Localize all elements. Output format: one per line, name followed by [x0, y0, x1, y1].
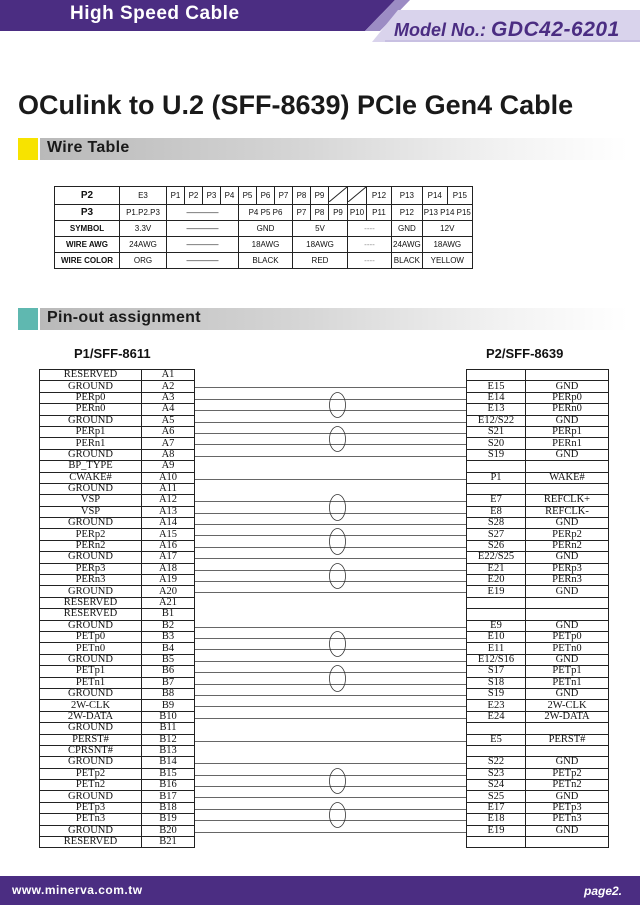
p1-pin-row	[40, 404, 195, 415]
signal-name: PERn1	[526, 438, 609, 449]
p2-pin-row	[467, 483, 609, 494]
p2-pin-row	[467, 620, 609, 631]
pin-id: B17	[142, 791, 195, 802]
signal-name: PETp3	[40, 802, 142, 813]
pin-id	[467, 461, 526, 472]
wire-row-symbol: SYMBOL 3.3V ———— GND 5V ---- GND 12V	[55, 221, 473, 237]
p2-pin-row	[467, 814, 609, 825]
p1-pin-row	[40, 780, 195, 791]
signal-name: GND	[526, 757, 609, 768]
p2-pin-row	[467, 438, 609, 449]
signal-name: PERp2	[526, 529, 609, 540]
pin-id: E12/S16	[467, 654, 526, 665]
pin-id: E24	[467, 711, 526, 722]
signal-name	[526, 483, 609, 494]
signal-name: PERn2	[526, 540, 609, 551]
p1-pin-row	[40, 506, 195, 517]
pin-id: A16	[142, 540, 195, 551]
signal-name: PERn0	[526, 404, 609, 415]
pin-id: B21	[142, 837, 195, 848]
wire-row-color: WIRE COLOR ORG ———— BLACK RED ---- BLACK YELLOW	[55, 253, 473, 269]
row-header: P2	[55, 187, 120, 205]
p1-pin-row	[40, 552, 195, 563]
p1-pin-row	[40, 597, 195, 608]
pin-id: B10	[142, 711, 195, 722]
p1-pin-row	[40, 438, 195, 449]
p1-pin-row	[40, 392, 195, 403]
signal-name: GROUND	[40, 381, 142, 392]
signal-name: PETp1	[526, 666, 609, 677]
p2-pin-row	[467, 461, 609, 472]
signal-name: PERp3	[526, 563, 609, 574]
p2-pin-row	[467, 700, 609, 711]
signal-name: PETp2	[40, 768, 142, 779]
signal-name	[526, 461, 609, 472]
p2-pin-row	[467, 518, 609, 529]
p1-pin-row	[40, 825, 195, 836]
pin-id: A3	[142, 392, 195, 403]
signal-name: GROUND	[40, 757, 142, 768]
pin-id: E10	[467, 631, 526, 642]
signal-name: PERp1	[40, 426, 142, 437]
p2-pin-row	[467, 415, 609, 426]
signal-name: GND	[526, 518, 609, 529]
pin-id: E17	[467, 802, 526, 813]
pin-id: A12	[142, 495, 195, 506]
p1-pin-row	[40, 381, 195, 392]
pin-id: B18	[142, 802, 195, 813]
pin-id	[467, 723, 526, 734]
signal-name: PETn1	[526, 677, 609, 688]
pin-id: A20	[142, 586, 195, 597]
p1-pin-row	[40, 791, 195, 802]
p1-pin-row	[40, 757, 195, 768]
pin-id: A4	[142, 404, 195, 415]
signal-name: PETp0	[40, 631, 142, 642]
page-title: OCulink to U.2 (SFF-8639) PCIe Gen4 Cable	[18, 90, 574, 120]
pin-id: E23	[467, 700, 526, 711]
pin-id: B1	[142, 609, 195, 620]
signal-name: GROUND	[40, 449, 142, 460]
twisted-pair-loop	[330, 769, 346, 794]
signal-name: GROUND	[40, 723, 142, 734]
pin-id: E15	[467, 381, 526, 392]
pin-id: S26	[467, 540, 526, 551]
pin-id: A21	[142, 597, 195, 608]
pin-id	[467, 609, 526, 620]
p1-pin-row	[40, 768, 195, 779]
pin-id	[467, 483, 526, 494]
signal-name: GND	[526, 449, 609, 460]
p2-pin-row	[467, 711, 609, 722]
p1-pin-row	[40, 620, 195, 631]
pin-id: B15	[142, 768, 195, 779]
pin-id: S18	[467, 677, 526, 688]
pin-id: A15	[142, 529, 195, 540]
signal-name: PETn0	[40, 643, 142, 654]
row-header: WIRE AWG	[55, 237, 120, 253]
pin-id: E11	[467, 643, 526, 654]
pin-id: P1	[467, 472, 526, 483]
footer-url: www.minerva.com.tw	[12, 883, 143, 897]
p2-pin-row	[467, 563, 609, 574]
pin-id: E19	[467, 586, 526, 597]
signal-name: GND	[526, 791, 609, 802]
pin-id: S22	[467, 757, 526, 768]
pin-id: B5	[142, 654, 195, 665]
pin-id: B20	[142, 825, 195, 836]
pin-id: E19	[467, 825, 526, 836]
signal-name: 2W-DATA	[526, 711, 609, 722]
p1-pin-row	[40, 495, 195, 506]
pin-id: B14	[142, 757, 195, 768]
p2-header: P2/SFF-8639	[486, 346, 564, 361]
p1-pin-row	[40, 631, 195, 642]
signal-name: 2W-DATA	[40, 711, 142, 722]
pin-id: A2	[142, 381, 195, 392]
pin-id: S28	[467, 518, 526, 529]
page-number: page2.	[584, 884, 623, 898]
pin-id: S23	[467, 768, 526, 779]
p1-pin-row	[40, 814, 195, 825]
p2-pin-row	[467, 780, 609, 791]
pin-id: A14	[142, 518, 195, 529]
p1-pin-row	[40, 472, 195, 483]
p2-pin-row	[467, 825, 609, 836]
signal-name: VSP	[40, 506, 142, 517]
p1-pin-row	[40, 449, 195, 460]
pin-id: A8	[142, 449, 195, 460]
p1-pin-row	[40, 666, 195, 677]
p1-pin-row	[40, 711, 195, 722]
pin-id: B7	[142, 677, 195, 688]
pin-id: E5	[467, 734, 526, 745]
signal-name: PERp0	[40, 392, 142, 403]
signal-name: GROUND	[40, 483, 142, 494]
signal-name: REFCLK+	[526, 495, 609, 506]
p2-pin-row	[467, 370, 609, 381]
pin-id: B16	[142, 780, 195, 791]
signal-name: GND	[526, 586, 609, 597]
pin-id: A11	[142, 483, 195, 494]
p2-pin-row	[467, 837, 609, 848]
pin-id: E8	[467, 506, 526, 517]
signal-name: GND	[526, 552, 609, 563]
pin-id: E22/S25	[467, 552, 526, 563]
p1-pin-row	[40, 700, 195, 711]
pin-id: E12/S22	[467, 415, 526, 426]
p2-pin-row	[467, 586, 609, 597]
signal-name: GROUND	[40, 791, 142, 802]
signal-name: RESERVED	[40, 597, 142, 608]
pin-id: A17	[142, 552, 195, 563]
signal-name	[526, 609, 609, 620]
pin-id: A9	[142, 461, 195, 472]
p2-pin-row	[467, 791, 609, 802]
pin-id: B13	[142, 745, 195, 756]
wire-row-p3: P3 P1.P2.P3 ———— P4 P5 P6 P7 P8 P9 P10 P11 P12 P13 P14 P15	[55, 205, 473, 221]
p1-pin-row	[40, 837, 195, 848]
p1-pin-row	[40, 540, 195, 551]
pin-id	[467, 837, 526, 848]
signal-name: PERn2	[40, 540, 142, 551]
p1-pin-row	[40, 586, 195, 597]
pin-id	[467, 745, 526, 756]
pin-id	[467, 597, 526, 608]
signal-name: CPRSNT#	[40, 745, 142, 756]
p2-pin-row	[467, 654, 609, 665]
row-header: SYMBOL	[55, 221, 120, 237]
p2-pin-table	[466, 369, 609, 848]
pin-id: B3	[142, 631, 195, 642]
twisted-pair-loop	[330, 666, 346, 692]
signal-name: RESERVED	[40, 370, 142, 381]
p1-pin-row	[40, 483, 195, 494]
p1-pin-row	[40, 723, 195, 734]
signal-name: GROUND	[40, 518, 142, 529]
signal-name: GROUND	[40, 415, 142, 426]
pin-id: A1	[142, 370, 195, 381]
p1-pin-row	[40, 529, 195, 540]
pin-id: S19	[467, 688, 526, 699]
twisted-pair-loop	[330, 564, 346, 589]
p2-pin-row	[467, 631, 609, 642]
twisted-pair-loop	[330, 427, 346, 452]
signal-name: BP_TYPE	[40, 461, 142, 472]
p2-pin-row	[467, 575, 609, 586]
signal-name: PERST#	[526, 734, 609, 745]
p2-pin-row	[467, 677, 609, 688]
pin-id: B6	[142, 666, 195, 677]
signal-name: PERp2	[40, 529, 142, 540]
signal-name: PETp2	[526, 768, 609, 779]
p2-pin-row	[467, 734, 609, 745]
signal-name: PERn3	[526, 575, 609, 586]
twisted-pair-loop	[330, 495, 346, 521]
signal-name: GROUND	[40, 825, 142, 836]
p2-pin-row	[467, 723, 609, 734]
p2-pin-row	[467, 506, 609, 517]
model-label: Model No.:	[394, 20, 486, 40]
pin-id: B11	[142, 723, 195, 734]
section-title: Wire Table	[47, 139, 130, 156]
pin-id: E20	[467, 575, 526, 586]
wire-row-awg: WIRE AWG 24AWG ———— 18AWG 18AWG ---- 24AWG 18AWG	[55, 237, 473, 253]
signal-name: PERST#	[40, 734, 142, 745]
signal-name: RESERVED	[40, 609, 142, 620]
signal-name: PETn3	[40, 814, 142, 825]
signal-name: GROUND	[40, 654, 142, 665]
pin-id: S17	[467, 666, 526, 677]
p2-pin-row	[467, 597, 609, 608]
signal-name: VSP	[40, 495, 142, 506]
signal-name: WAKE#	[526, 472, 609, 483]
signal-name: REFCLK-	[526, 506, 609, 517]
signal-name: PETp0	[526, 631, 609, 642]
pin-id: E13	[467, 404, 526, 415]
p2-pin-row	[467, 757, 609, 768]
header-title: High Speed Cable	[70, 3, 240, 24]
row-header: P3	[55, 205, 120, 221]
signal-name: PERn1	[40, 438, 142, 449]
p2-pin-row	[467, 609, 609, 620]
p1-header: P1/SFF-8611	[74, 346, 151, 361]
pin-id: E14	[467, 392, 526, 403]
pin-id: A13	[142, 506, 195, 517]
signal-name	[526, 745, 609, 756]
wire-row-p2: P2 E3 P1 P2 P3 P4 P5 P6 P7 P8 P9 P12 P13 P14 P15	[55, 187, 473, 205]
signal-name: CWAKE#	[40, 472, 142, 483]
signal-name: PERn3	[40, 575, 142, 586]
p2-pin-row	[467, 529, 609, 540]
signal-name: GND	[526, 620, 609, 631]
pin-id: E7	[467, 495, 526, 506]
signal-name: GND	[526, 688, 609, 699]
p2-pin-row	[467, 392, 609, 403]
pin-id: S27	[467, 529, 526, 540]
twisted-pair-loop	[330, 393, 346, 418]
pin-id: A10	[142, 472, 195, 483]
p1-pin-row	[40, 654, 195, 665]
row-header: WIRE COLOR	[55, 253, 120, 269]
p1-pin-row	[40, 802, 195, 813]
pin-id: E21	[467, 563, 526, 574]
signal-name: GROUND	[40, 620, 142, 631]
p1-pin-row	[40, 575, 195, 586]
pin-id: A18	[142, 563, 195, 574]
signal-name: GND	[526, 381, 609, 392]
signal-name: GROUND	[40, 552, 142, 563]
signal-name: PETn1	[40, 677, 142, 688]
p2-pin-row	[467, 426, 609, 437]
pin-id: B12	[142, 734, 195, 745]
p2-pin-row	[467, 472, 609, 483]
p2-pin-row	[467, 404, 609, 415]
signal-name: PETp3	[526, 802, 609, 813]
p2-pin-row	[467, 666, 609, 677]
pin-id: A5	[142, 415, 195, 426]
p1-pin-row	[40, 609, 195, 620]
p2-pin-row	[467, 495, 609, 506]
p1-pin-row	[40, 426, 195, 437]
p1-pin-row	[40, 518, 195, 529]
p1-pin-table	[39, 369, 195, 848]
signal-name	[526, 597, 609, 608]
pin-id: B8	[142, 688, 195, 699]
p1-pin-row	[40, 745, 195, 756]
p2-pin-row	[467, 802, 609, 813]
pin-id: S20	[467, 438, 526, 449]
p1-pin-row	[40, 563, 195, 574]
signal-name: PERp3	[40, 563, 142, 574]
p1-pin-row	[40, 688, 195, 699]
pin-id: B19	[142, 814, 195, 825]
signal-name: PETn3	[526, 814, 609, 825]
signal-name: GND	[526, 654, 609, 665]
pin-id: A6	[142, 426, 195, 437]
signal-name	[526, 723, 609, 734]
pin-id: S21	[467, 426, 526, 437]
p2-pin-row	[467, 381, 609, 392]
signal-name: PETn2	[40, 780, 142, 791]
p1-pin-row	[40, 415, 195, 426]
signal-name: PETn0	[526, 643, 609, 654]
p1-pin-row	[40, 734, 195, 745]
pin-id: A19	[142, 575, 195, 586]
section-title: Pin-out assignment	[47, 309, 201, 326]
p2-pin-row	[467, 643, 609, 654]
signal-name: 2W-CLK	[40, 700, 142, 711]
signal-name	[526, 837, 609, 848]
pin-id: S19	[467, 449, 526, 460]
p1-pin-row	[40, 643, 195, 654]
signal-name: GND	[526, 415, 609, 426]
signal-name: RESERVED	[40, 837, 142, 848]
signal-name: PERn0	[40, 404, 142, 415]
pin-id: B9	[142, 700, 195, 711]
signal-name	[526, 370, 609, 381]
twisted-pair-loop	[330, 632, 346, 657]
signal-name: PERp0	[526, 392, 609, 403]
p2-pin-row	[467, 540, 609, 551]
pin-id: A7	[142, 438, 195, 449]
p1-pin-row	[40, 370, 195, 381]
pin-id: E18	[467, 814, 526, 825]
model-value: GDC42-6201	[491, 18, 620, 41]
pin-id: S25	[467, 791, 526, 802]
p2-pin-row	[467, 768, 609, 779]
pin-id: B2	[142, 620, 195, 631]
footer	[0, 876, 640, 905]
twisted-pair-loop	[330, 803, 346, 828]
signal-name: PETn2	[526, 780, 609, 791]
signal-name: PERp1	[526, 426, 609, 437]
p2-pin-row	[467, 745, 609, 756]
p2-pin-row	[467, 688, 609, 699]
signal-name: GND	[526, 825, 609, 836]
signal-name: PETp1	[40, 666, 142, 677]
p2-pin-row	[467, 449, 609, 460]
signal-name: GROUND	[40, 586, 142, 597]
p1-pin-row	[40, 677, 195, 688]
p2-pin-row	[467, 552, 609, 563]
pin-id: E9	[467, 620, 526, 631]
signal-name: GROUND	[40, 688, 142, 699]
signal-name: 2W-CLK	[526, 700, 609, 711]
pin-id: S24	[467, 780, 526, 791]
p1-pin-row	[40, 461, 195, 472]
pin-id	[467, 370, 526, 381]
twisted-pair-loop	[330, 529, 346, 555]
pin-id: B4	[142, 643, 195, 654]
